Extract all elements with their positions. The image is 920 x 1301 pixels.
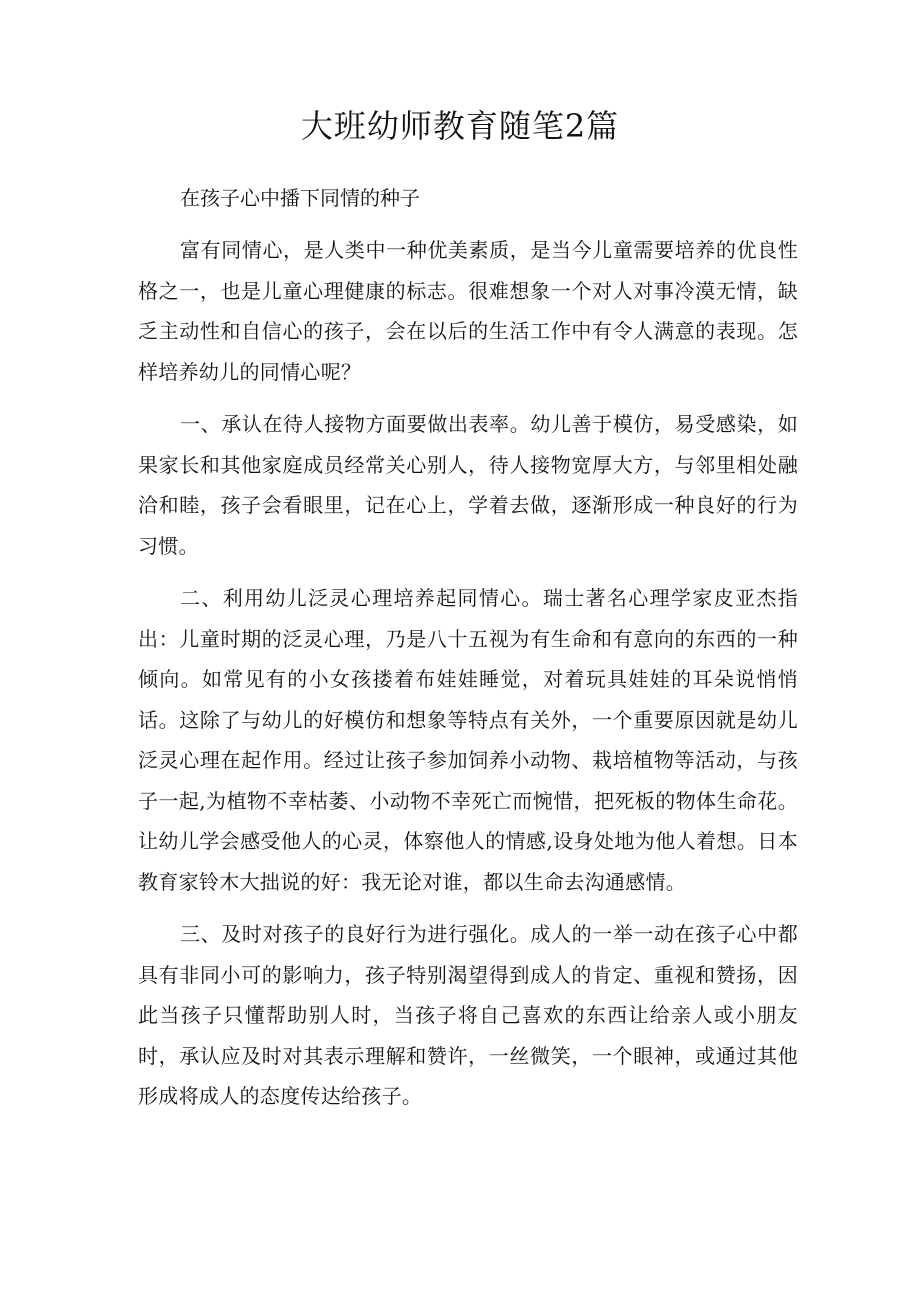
paragraph-intro: 富有同情心，是人类中一种优美素质，是当今儿童需要培养的优良性格之一，也是儿童心理健康的标志。很难想象一个对人对事冷漠无情，缺乏主动性和自信心的孩子，会在以后的生活工作中有令人满意的表现。怎样培养幼儿的同情心呢？ — [138, 238, 798, 384]
paragraph-point-two: 二、利用幼儿泛灵心理培养起同情心。瑞士著名心理学家皮亚杰指出：儿童时期的泛灵心理，乃是八十五视为有生命和有意向的东西的一种倾向。如常见有的小女孩搂着布娃娃睡觉，对着玩具娃娃的耳朵说悄悄话。这除了与幼儿的好模仿和想象等特点有关外，一个重要原因就是幼儿泛灵心理在起作用。经过让孩子参加饲养小动物、栽培植物等活动，与孩子一起,为植物不幸枯萎、小动物不幸死亡而惋惜，把死板的物体生命花。让幼儿学会感受他人的心灵，体察他人的情感,设身处地为他人着想。日本教育家铃木大拙说的好：我无论对谁，都以生命去沟通感情。 — [138, 586, 798, 894]
document-body — [138, 182, 798, 1129]
document-title: 大班幼师教育随笔2篇 — [300, 107, 620, 145]
section-subtitle: 在孩子心中播下同情的种子 — [180, 186, 420, 210]
paragraph-point-three: 三、及时对孩子的良好行为进行强化。成人的一举一动在孩子心中都具有非同小可的影响力，孩子特别渴望得到成人的肯定、重视和赞扬，因此当孩子只懂帮助别人时，当孩子将自己喜欢的东西让给亲人或小朋友时，承认应及时对其表示理解和赞许，一丝微笑，一个眼神，或通过其他形成将成人的态度传达给孩子。 — [138, 922, 798, 1108]
paragraph-point-one: 一、承认在待人接物方面要做出表率。幼儿善于模仿，易受感染，如果家长和其他家庭成员经常关心别人，待人接物宽厚大方，与邻里相处融洽和睦，孩子会看眼里，记在心上，学着去做，逐渐形成一种良好的行为习惯。 — [138, 412, 798, 558]
